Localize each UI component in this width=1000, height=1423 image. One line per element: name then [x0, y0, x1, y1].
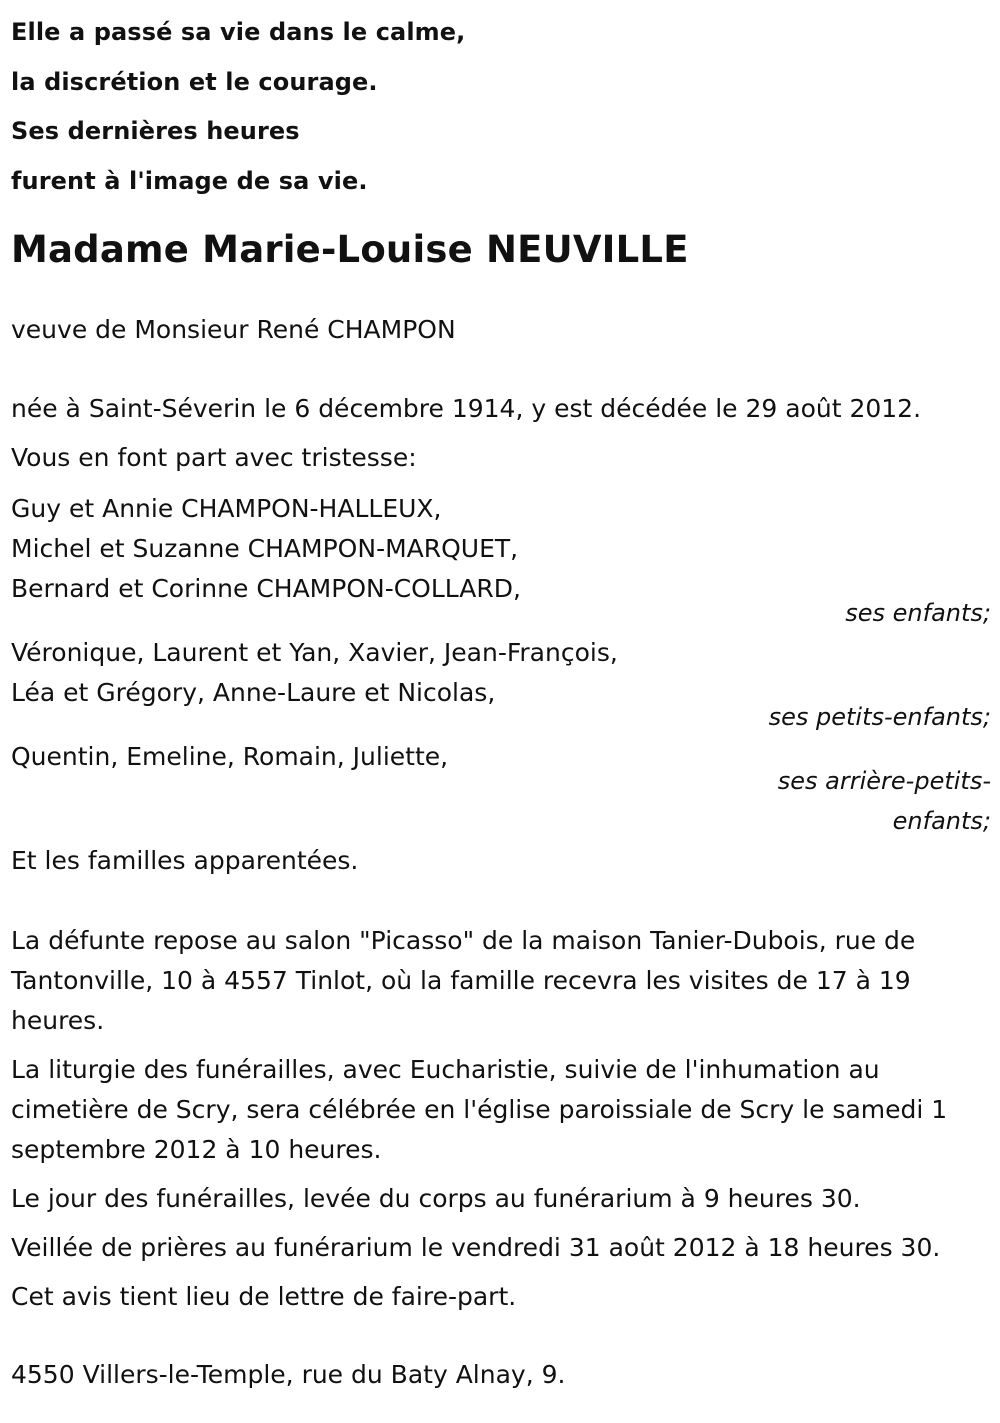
- great-grandchildren-label-2: enfants;: [892, 807, 991, 835]
- grandchild-line: Véronique, Laurent et Yan, Xavier, Jean-François,: [11, 638, 618, 667]
- grandchildren-label: ses petits-enfants;: [768, 703, 991, 731]
- great-grandchildren-line: Quentin, Emeline, Romain, Juliette,: [11, 742, 449, 771]
- deceased-name: Madame Marie-Louise NEUVILLE: [11, 228, 689, 271]
- notice-info: Cet avis tient lieu de lettre de faire-part.: [11, 1282, 517, 1311]
- epigraph-line: furent à l'image de sa vie.: [11, 166, 368, 195]
- grandchild-line: Léa et Grégory, Anne-Laure et Nicolas,: [11, 678, 496, 707]
- announce: Vous en font part avec tristesse:: [11, 443, 417, 472]
- address: 4550 Villers-le-Temple, rue du Baty Alnay, 9.: [11, 1360, 566, 1389]
- liturgy-info: La liturgie des funérailles, avec Eucharistie, suivie de l'inhumation au cimetière de Scry, sera célébrée en l'église paroissiale de Scry le samedi 1 septembre 2012 à 10 heures.: [11, 1055, 948, 1164]
- children-label: ses enfants;: [845, 599, 991, 627]
- epigraph: [11, 0, 991, 206]
- epigraph-line: Ses dernières heures: [11, 117, 300, 145]
- widow-of: veuve de Monsieur René CHAMPON: [11, 315, 456, 344]
- families: Et les familles apparentées.: [11, 846, 359, 875]
- epigraph-line: la discrétion et le courage.: [11, 67, 378, 96]
- great-grandchildren-label-1: ses arrière-petits-: [777, 767, 991, 795]
- vigil-info: Veillée de prières au funérarium le vendredi 31 août 2012 à 18 heures 30.: [11, 1233, 941, 1262]
- obituary-notice: [11, 0, 991, 1395]
- birth-death: née à Saint-Séverin le 6 décembre 1914, y est décédée le 29 août 2012.: [11, 394, 922, 423]
- child-line: Michel et Suzanne CHAMPON-MARQUET,: [11, 534, 519, 563]
- wake-info: La défunte repose au salon "Picasso" de la maison Tanier-Dubois, rue de Tantonville, 10 à 4557 Tinlot, où la famille recevra les visites de 17 à 19 heures.: [11, 926, 916, 1035]
- children-list: [11, 489, 991, 609]
- epigraph-line: Elle a passé sa vie dans le calme,: [11, 18, 466, 46]
- child-line: Guy et Annie CHAMPON-HALLEUX,: [11, 494, 442, 523]
- child-line: Bernard et Corinne CHAMPON-COLLARD,: [11, 574, 521, 603]
- removal-info: Le jour des funérailles, levée du corps au funérarium à 9 heures 30.: [11, 1184, 861, 1213]
